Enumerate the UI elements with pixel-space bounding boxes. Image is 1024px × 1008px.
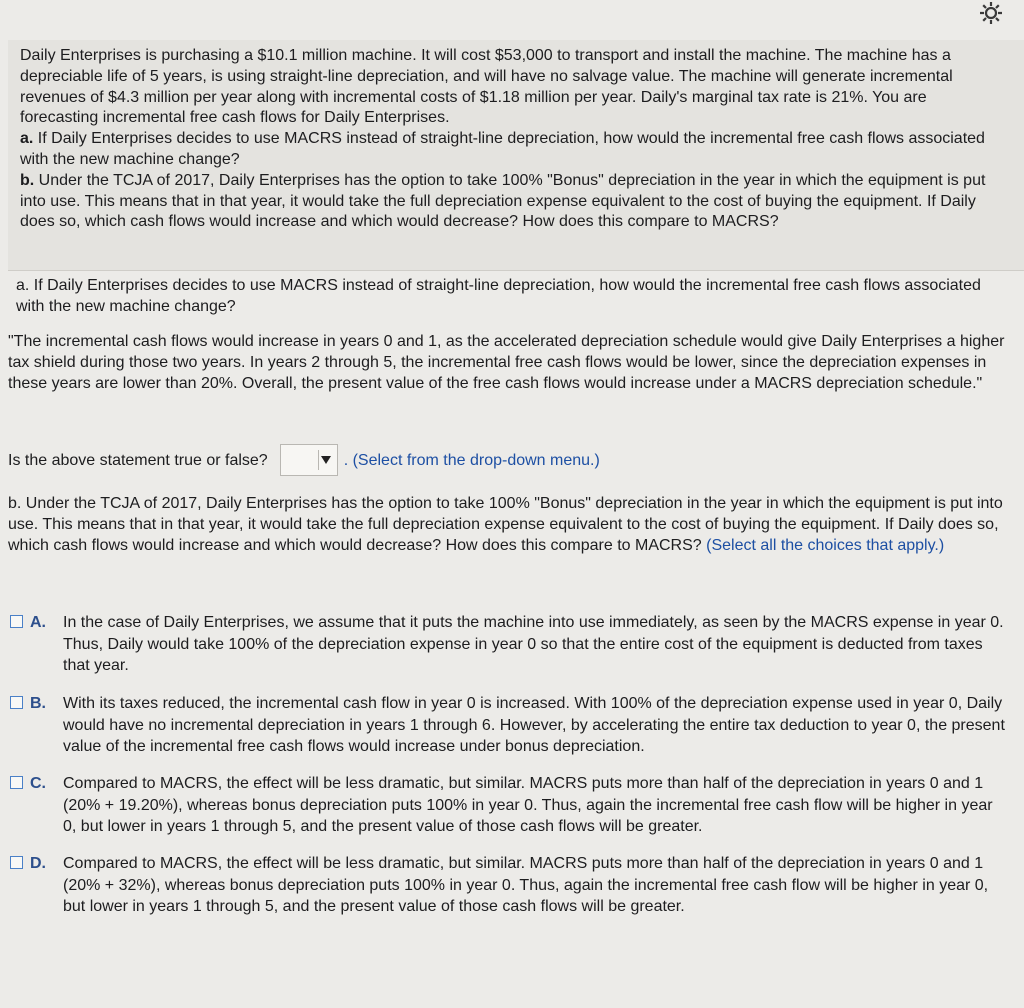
option-letter: B. [30,695,46,712]
problem-part-a: a. If Daily Enterprises decides to use MACRS instead of straight-line depreciation, how would the incremental free cash flows associated with the new machine change? [20,130,985,168]
option-text: In the case of Daily Enterprises, we assume that it puts the machine into use immediately, as seen by the MACRS expense in year 0. Thus, Daily would take 100% of the depreciation expense in year 0 so that the entire cost of the equipment is deducted from taxes that year. [63,614,1004,674]
tf-prompt: Is the above statement true or false? [8,451,268,469]
part-b-question: b. Under the TCJA of 2017, Daily Enterprises has the option to take 100% "Bonus" depreciation in the year in which the equipment is put into use. This means that in that year, it would take the full depreciation expense equivalent to the cost of buying the equipment. If Daily does so, which cash flows would increase and which would decrease? How does this compare to MACRS? (Select all the choices that apply.) [8,495,1003,554]
gear-icon[interactable] [978,0,1004,26]
checkbox-a[interactable] [10,615,23,628]
option-letter: D. [30,855,46,872]
option-text: With its taxes reduced, the incremental cash flow in year 0 is increased. With 100% of the depreciation expense used in year 0, Daily would have no incremental depreciation in years 1 through 6. However, by accelerating the entire tax deduction to year 0, the present value of the incremental free cash flows would increase under bonus depreciation. [63,695,1005,755]
problem-statement [8,40,1024,271]
problem-part-b: b. Under the TCJA of 2017, Daily Enterprises has the option to take 100% "Bonus" depreciation in the year in which the equipment is put into use. This means that in that year, it would take the full depreciation expense equivalent to the cost of buying the equipment. If Daily does so, which cash flows would increase and which would decrease? How does this compare to MACRS? [20,171,986,231]
true-false-row [8,444,1012,476]
option-b[interactable] [8,693,1010,758]
chevron-down-icon[interactable] [318,450,333,470]
option-d[interactable] [8,853,1010,918]
problem-intro: Daily Enterprises is purchasing a $10.1 million machine. It will cost $53,000 to transport and install the machine. The machine has a depreciable life of 5 years, is using straight-line depreciation, and will have no salvage value. The machine will generate incremental revenues of $4.3 million per year along with incremental costs of $1.18 million per year. Daily's marginal tax rate is 21%. You are forecasting incremental free cash flows for Daily Enterprises. [20,47,953,127]
true-false-dropdown[interactable] [280,444,338,476]
statement-quote: "The incremental cash flows would increase in years 0 and 1, as the accelerated depreciation schedule would give Daily Enterprises a higher tax shield during those two years. In years 2 through 5, the incremental free cash flows would be lower, since the depreciation expenses in these years are lower than 20%. Overall, the present value of the free cash flows would increase under a MACRS depreciation schedule." [8,333,1005,392]
part-a-question: a. If Daily Enterprises decides to use MACRS instead of straight-line depreciation, how would the incremental free cash flows associated with the new machine change? [16,277,981,315]
select-all-hint: (Select all the choices that apply.) [706,537,945,554]
option-a[interactable] [8,612,1010,677]
checkbox-c[interactable] [10,776,23,789]
checkbox-b[interactable] [10,696,23,709]
option-text: Compared to MACRS, the effect will be less dramatic, but similar. MACRS puts more than half of the depreciation in years 0 and 1 (20% + 32%), whereas bonus depreciation puts 100% in year 0. Thus, again the incremental free cash flow will be higher in year 0, but lower in years 1 through 5, and the present value of those cash flows will be greater. [63,855,989,915]
checkbox-d[interactable] [10,856,23,869]
option-letter: C. [30,775,46,792]
dropdown-hint: . (Select from the drop-down menu.) [343,451,600,469]
option-c[interactable] [8,773,1010,838]
option-letter: A. [30,614,46,631]
option-text: Compared to MACRS, the effect will be less dramatic, but similar. MACRS puts more than half of the depreciation in years 0 and 1 (20% + 19.20%), whereas bonus depreciation puts 100% in year 0. Thus, again the incremental free cash flow will be higher in year 0, but lower in years 1 through 5, and the present value of those cash flows will be greater. [63,775,993,835]
